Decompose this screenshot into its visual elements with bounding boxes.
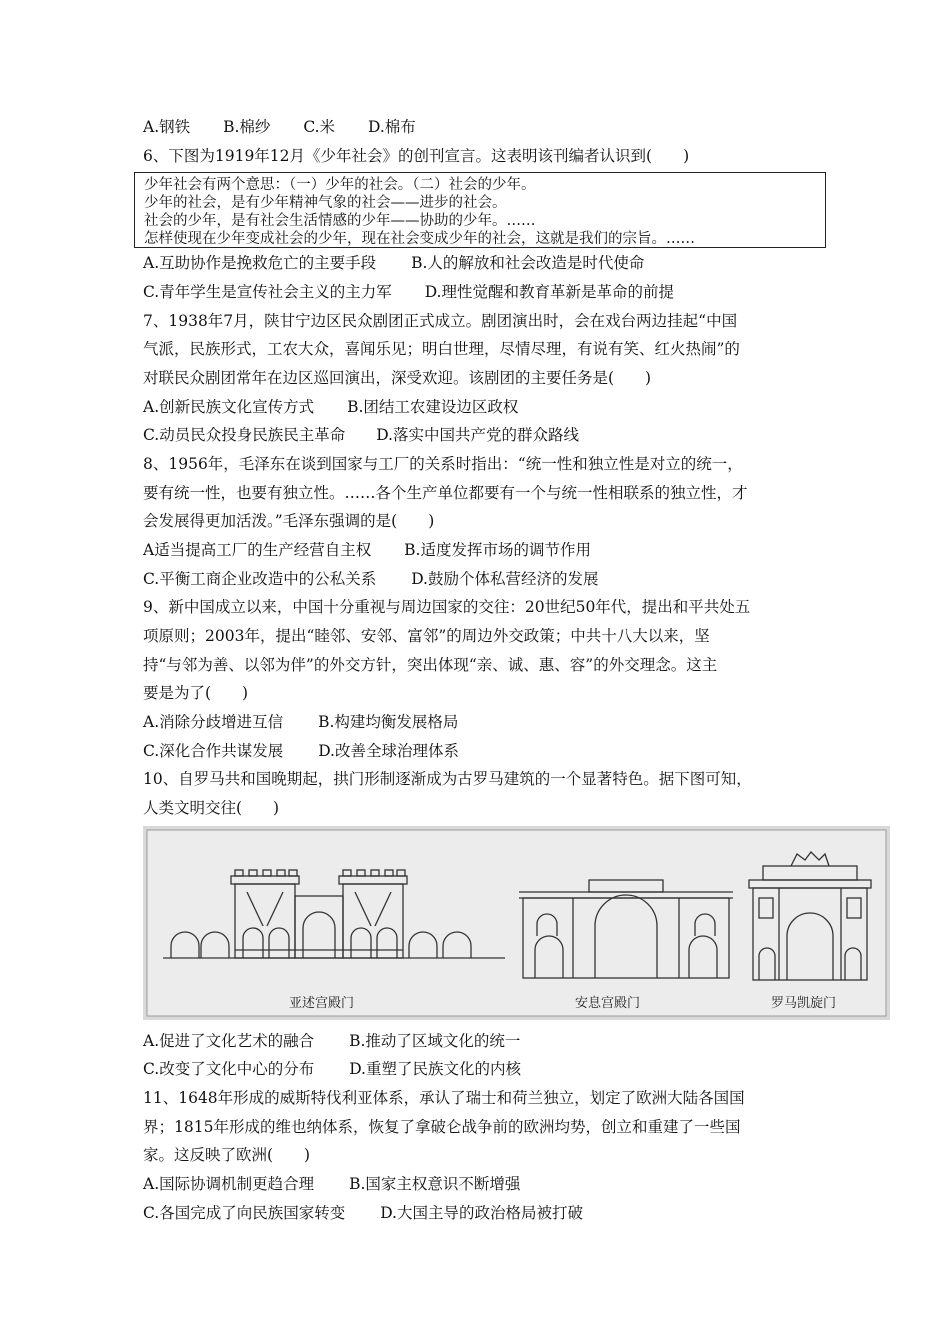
- q11-option-d[interactable]: D.大国主导的政治格局被打破: [380, 1204, 583, 1222]
- q11-stem-line: 家。这反映了欧洲( ): [143, 1146, 311, 1164]
- q11-stem-line: 11、1648年形成的威斯特伐利亚体系，承认了瑞士和荷兰独立，划定了欧洲大陆各国国: [143, 1089, 745, 1107]
- q6-option-d[interactable]: D.理性觉醒和教育革新是革命的前提: [424, 283, 674, 301]
- q8-option-a[interactable]: A适当提高工厂的生产经营自主权: [143, 541, 372, 559]
- q6-quote-box: [134, 172, 826, 248]
- q5-option-c[interactable]: C.米: [303, 118, 336, 136]
- q6-quote-line: 怎样使现在少年变成社会的少年，现在社会变成少年的社会，这就是我们的宗旨。……: [144, 231, 695, 247]
- q8-options-row-1: [143, 539, 591, 561]
- q7-option-c[interactable]: C.动员民众投身民族民主革命: [143, 426, 346, 444]
- arch-drawings: [143, 826, 890, 1020]
- q11-options-row-1: [143, 1173, 520, 1195]
- q6-option-b[interactable]: B.人的解放和社会改造是时代使命: [411, 254, 645, 272]
- q6-quote-line: 社会的少年，是有社会生活情感的少年——协助的少年。……: [144, 213, 536, 229]
- q11-options-row-2: [143, 1202, 583, 1224]
- q6-options-row-1: [143, 252, 644, 274]
- q6-stem: 6、下图为1919年12月《少年社会》的创刊宣言。这表明该刊编者认识到( ): [143, 147, 690, 165]
- q9-stem-line: 要是为了( ): [143, 684, 249, 702]
- q5-options-row: [143, 116, 416, 138]
- q10-option-a[interactable]: A.促进了文化艺术的融合: [143, 1032, 315, 1050]
- q7-option-b[interactable]: B.团结工农建设边区政权: [347, 398, 519, 416]
- q10-option-c[interactable]: C.改变了文化中心的分布: [143, 1060, 315, 1078]
- q10-option-d[interactable]: D.重塑了民族文化的内核: [349, 1060, 521, 1078]
- q6-quote-line: 少年的社会，是有少年精神气象的社会——进步的社会。: [144, 195, 507, 211]
- q6-options-row-2: [143, 281, 674, 303]
- q10-options-row-1: [143, 1030, 520, 1052]
- q8-stem-line: 会发展得更加活泼。”毛泽东强调的是( ): [143, 512, 435, 530]
- q7-stem-line: 气派，民族形式，工农大众，喜闻乐见；明白世理，尽情尽理，有说有笑、红火热闹”的: [143, 340, 740, 358]
- q10-arch-figure: [143, 826, 890, 1020]
- q11-option-b[interactable]: B.国家主权意识不断增强: [349, 1175, 521, 1193]
- q8-stem-line: 要有统一性，也要有独立性。……各个生产单位都要有一个与统一性相联系的独立性，才: [143, 484, 748, 502]
- q7-option-d[interactable]: D.落实中国共产党的群众路线: [376, 426, 579, 444]
- caption-assyrian-gate: 亚述宫殿门: [289, 996, 355, 1011]
- q9-options-row-2: [143, 740, 459, 762]
- q9-stem-line: 9、新中国成立以来，中国十分重视与周边国家的交往：20世纪50年代，提出和平共处五: [143, 598, 751, 616]
- q11-option-a[interactable]: A.国际协调机制更趋合理: [143, 1175, 315, 1193]
- q5-option-a[interactable]: A.钢铁: [143, 118, 191, 136]
- caption-roman-arch: 罗马凯旋门: [771, 996, 837, 1011]
- q6-quote-line: 少年社会有两个意思：（一）少年的社会。（二）社会的少年。: [144, 177, 536, 193]
- q8-option-d[interactable]: D.鼓励个体私营经济的发展: [411, 570, 599, 588]
- q5-option-d[interactable]: D.棉布: [368, 118, 416, 136]
- q6-option-c[interactable]: C.青年学生是宣传社会主义的主力军: [143, 283, 392, 301]
- q9-option-a[interactable]: A.消除分歧增进互信: [143, 713, 284, 731]
- q10-option-b[interactable]: B.推动了区域文化的统一: [349, 1032, 521, 1050]
- q5-option-b[interactable]: B.棉纱: [223, 118, 271, 136]
- q8-option-b[interactable]: B.适度发挥市场的调节作用: [404, 541, 591, 559]
- q10-options-row-2: [143, 1058, 521, 1080]
- q9-option-c[interactable]: C.深化合作共谋发展: [143, 742, 284, 760]
- q7-option-a[interactable]: A.创新民族文化宣传方式: [143, 398, 315, 416]
- q9-option-d[interactable]: D.改善全球治理体系: [318, 742, 459, 760]
- q8-option-c[interactable]: C.平衡工商企业改造中的公私关系: [143, 570, 377, 588]
- q11-stem-line: 界；1815年形成的维也纳体系，恢复了拿破仑战争前的欧洲均势，创立和重建了一些国: [143, 1118, 741, 1136]
- q9-stem-line: 项原则；2003年，提出“睦邻、安邻、富邻”的周边外交政策；中共十八大以来，坚: [143, 627, 710, 645]
- caption-parthian-gate: 安息宫殿门: [575, 996, 641, 1011]
- q9-options-row-1: [143, 711, 458, 733]
- q8-options-row-2: [143, 568, 599, 590]
- q7-options-row-2: [143, 424, 579, 446]
- q11-option-c[interactable]: C.各国完成了向民族国家转变: [143, 1204, 346, 1222]
- q10-stem-line: 10、自罗马共和国晚期起，拱门形制逐渐成为古罗马建筑的一个显著特色。据下图可知，: [143, 770, 752, 788]
- q9-stem-line: 持“与邻为善、以邻为伴”的外交方针，突出体现“亲、诚、惠、容”的外交理念。这主: [143, 656, 718, 674]
- q8-stem-line: 8、1956年，毛泽东在谈到国家与工厂的关系时指出：“统一性和独立性是对立的统一，: [143, 455, 743, 473]
- q9-option-b[interactable]: B.构建均衡发展格局: [318, 713, 459, 731]
- q7-stem-line: 7、1938年7月，陕甘宁边区民众剧团正式成立。剧团演出时，会在戏台两边挂起“中国: [143, 312, 738, 330]
- q7-options-row-1: [143, 396, 518, 418]
- q7-stem-line: 对联民众剧团常年在边区巡回演出，深受欢迎。该剧团的主要任务是( ): [143, 369, 652, 387]
- q10-stem-line: 人类文明交往( ): [143, 799, 280, 817]
- q6-option-a[interactable]: A.互助协作是挽救危亡的主要手段: [143, 254, 377, 272]
